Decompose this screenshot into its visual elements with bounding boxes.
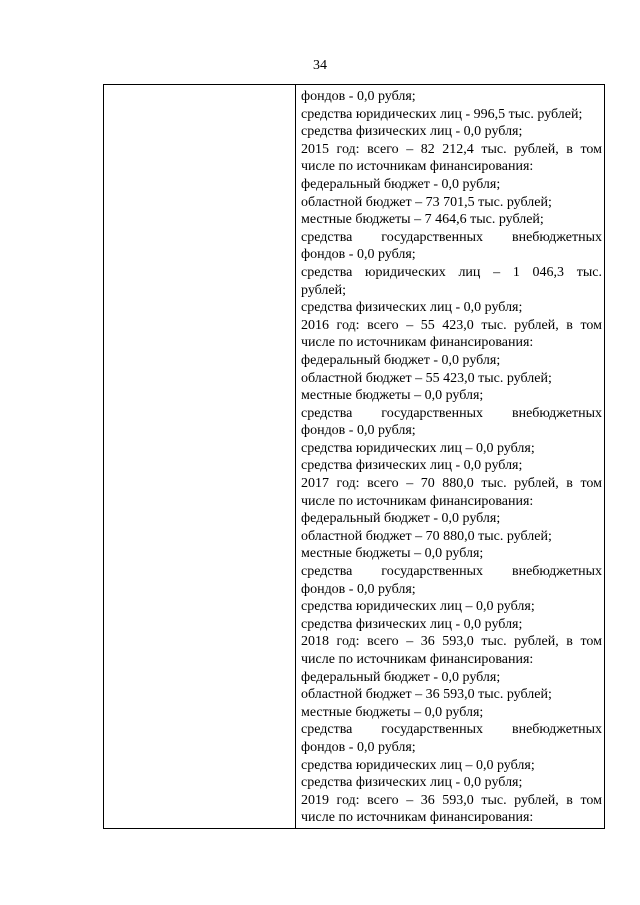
text-line: средства физических лиц - 0,0 рубля; [301, 124, 523, 140]
text-line: средства юридических лиц – 0,0 рубля; [301, 757, 535, 773]
text-line: фондов - 0,0 рубля; [301, 581, 416, 597]
table-right-cell [296, 88, 602, 827]
text-line: средства физических лиц - 0,0 рубля; [301, 458, 523, 474]
text-line: средства государственных внебюджетных [301, 722, 602, 738]
text-line: числе по источникам финансирования: [301, 810, 534, 826]
text-line: средства физических лиц - 0,0 рубля; [301, 300, 523, 316]
text-line: фондов - 0,0 рубля; [301, 89, 416, 104]
text-line: 2018 год: всего – 36 593,0 тыс. рублей, в том [301, 634, 602, 650]
text-line: областной бюджет – 70 880,0 тыс. рублей; [301, 528, 552, 544]
text-line: средства физических лиц - 0,0 рубля; [301, 775, 523, 791]
text-line: областной бюджет – 73 701,5 тыс. рублей; [301, 194, 552, 210]
text-line: местные бюджеты – 0,0 рубля; [301, 704, 484, 720]
text-line: 2017 год: всего – 70 880,0 тыс. рублей, в том [301, 476, 602, 492]
text-line: средства юридических лиц – 0,0 рубля; [301, 599, 535, 615]
text-line: областной бюджет – 36 593,0 тыс. рублей; [301, 687, 552, 703]
text-line: федеральный бюджет - 0,0 рубля; [301, 352, 501, 368]
text-line: средства юридических лиц – 0,0 рубля; [301, 440, 535, 456]
text-line: средства государственных внебюджетных [301, 229, 602, 245]
text-line: 2016 год: всего – 55 423,0 тыс. рублей, в том [301, 317, 602, 333]
text-line: местные бюджеты – 0,0 рубля; [301, 546, 484, 562]
text-line: средства юридических лиц – 1 046,3 тыс. [301, 264, 602, 280]
page-number: 34 [313, 58, 327, 73]
text-line: федеральный бюджет - 0,0 рубля; [301, 176, 501, 192]
text-line: 2019 год: всего – 36 593,0 тыс. рублей, в том [301, 792, 602, 808]
text-line: фондов - 0,0 рубля; [301, 423, 416, 439]
text-line: федеральный бюджет - 0,0 рубля; [301, 669, 501, 685]
text-line: средства государственных внебюджетных [301, 564, 602, 580]
table-left-cell [104, 85, 296, 828]
text-line: областной бюджет – 55 423,0 тыс. рублей; [301, 370, 552, 386]
text-line: числе по источникам финансирования: [301, 652, 534, 667]
text-line: местные бюджеты – 0,0 рубля; [301, 388, 484, 404]
text-line: числе по источникам финансирования: [301, 493, 534, 509]
text-line: фондов - 0,0 рубля; [301, 739, 416, 755]
text-line: 2015 год: всего – 82 212,4 тыс. рублей, в том [301, 141, 602, 157]
text-line: средства юридических лиц - 996,5 тыс. рублей; [301, 106, 583, 122]
text-line: числе по источникам финансирования: [301, 159, 534, 175]
text-line: местные бюджеты – 7 464,6 тыс. рублей; [301, 212, 544, 228]
text-line: фондов - 0,0 рубля; [301, 247, 416, 263]
text-line: средства государственных внебюджетных [301, 405, 602, 421]
text-line: федеральный бюджет - 0,0 рубля; [301, 511, 501, 527]
text-line: числе по источникам финансирования: [301, 335, 534, 351]
financing-table [103, 84, 605, 829]
text-line: средства физических лиц - 0,0 рубля; [301, 616, 523, 632]
text-line: рублей; [301, 282, 346, 298]
